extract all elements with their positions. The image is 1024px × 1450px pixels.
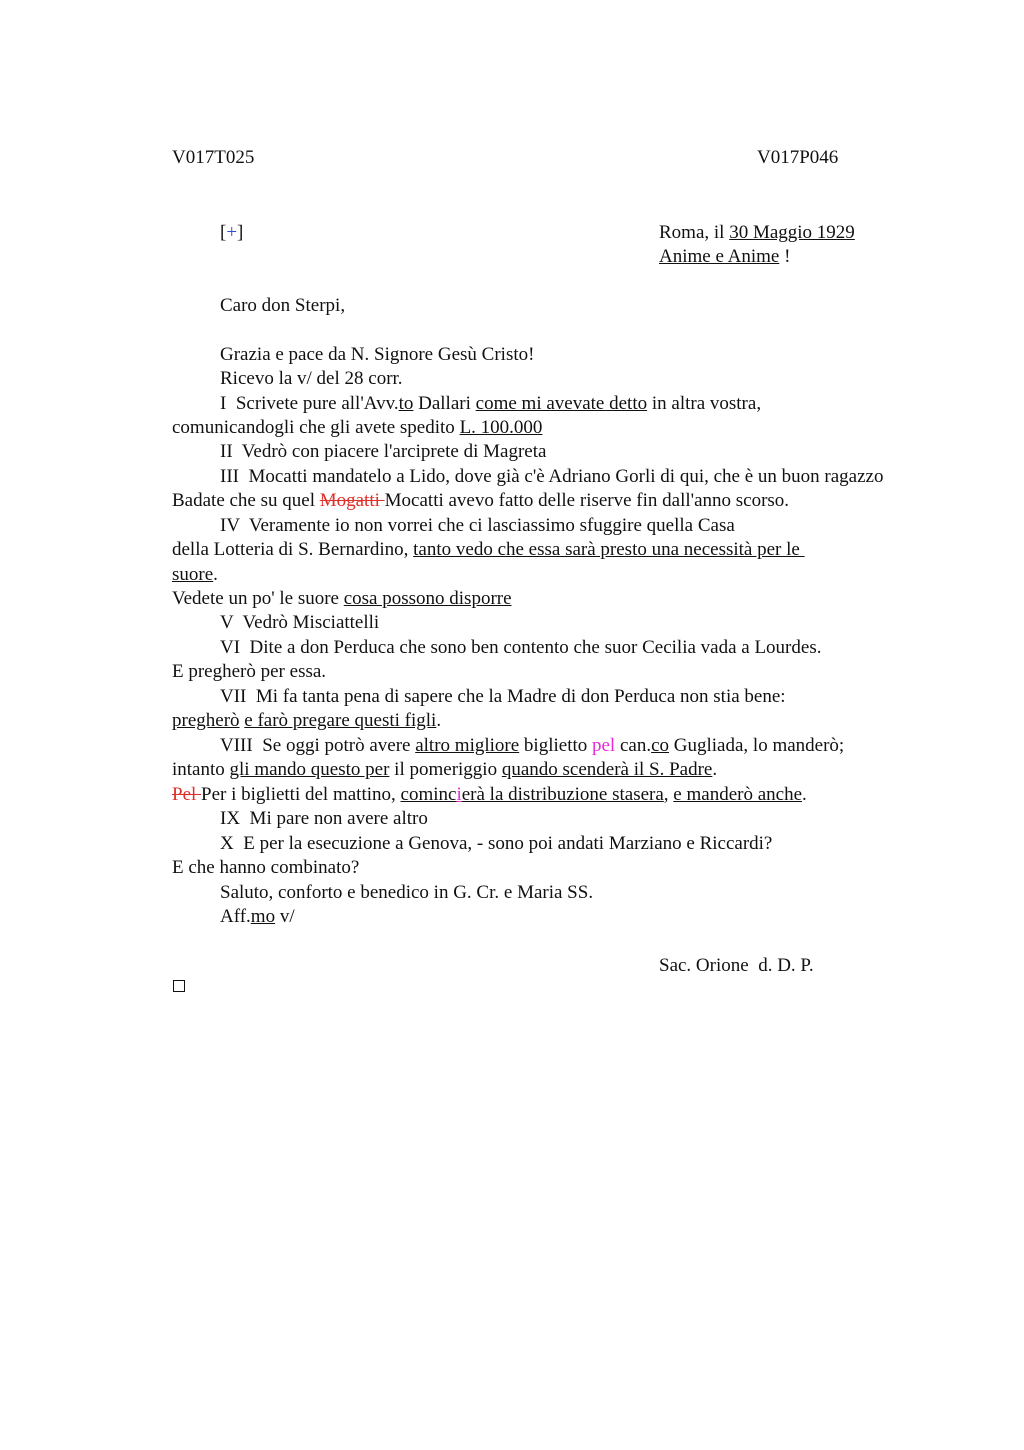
date: 30 Maggio 1929 — [729, 222, 855, 243]
point-8-line-2: intanto gli mando questo per il pomeriggio quando scenderà il S. Padre. — [172, 759, 718, 780]
point-4-line-2: della Lotteria di S. Bernardino, tanto vedo che essa sarà presto una necessità per le — [172, 539, 805, 560]
greeting: Grazia e pace da N. Signore Gesù Cristo! — [220, 344, 535, 365]
point-2: II Vedrò con piacere l'arciprete di Magreta — [220, 441, 547, 462]
point-10-line-2: E che hanno combinato? — [172, 857, 360, 878]
point-4-line-1: IV Veramente io non vorrei che ci lasciassimo sfuggire quella Casa — [220, 515, 735, 536]
deletion: Mogatti — [319, 490, 385, 511]
point-6-line-2: E pregherò per essa. — [172, 661, 327, 682]
point-6-line-1: VI Dite a don Perduca che sono ben contento che suor Cecilia vada a Lourdes. — [220, 637, 822, 658]
point-1-line-2: comunicandogli che gli avete spedito L. 100.000 — [172, 417, 543, 438]
insertion: i — [456, 784, 462, 805]
cross-icon: + — [226, 222, 238, 243]
end-box-icon — [173, 980, 185, 992]
point-7-line-2: pregherò e farò pregare questi figli. — [172, 710, 442, 731]
point-5: V Vedrò Misciattelli — [220, 612, 380, 633]
insertion: pel — [592, 735, 616, 756]
point-4-line-4: Vedete un po' le suore cosa possono disporre — [172, 588, 512, 609]
cross-mark: [+] — [220, 222, 244, 243]
closing: Saluto, conforto e benedico in G. Cr. e Maria SS. — [220, 882, 594, 903]
point-9: IX Mi pare non avere altro — [220, 808, 428, 829]
header-right-code: V017P046 — [757, 147, 839, 168]
salutation: Caro don Sterpi, — [220, 295, 346, 316]
point-4-line-3: suore. — [172, 564, 218, 585]
point-10-line-1: X E per la esecuzione a Genova, - sono poi andati Marziano e Riccardi? — [220, 833, 773, 854]
point-1-line-1: I Scrivete pure all'Avv.to Dallari come mi avevate detto in altra vostra, — [220, 393, 762, 414]
header-left-code: V017T025 — [172, 147, 255, 168]
motto: Anime e Anime ! — [659, 246, 791, 267]
point-3-line-2: Badate che su quel Mogatti Mocatti avevo fatto delle riserve fin dall'anno scorso. — [172, 490, 790, 511]
signature: Sac. Orione d. D. P. — [659, 955, 814, 976]
aff: Aff.mo v/ — [220, 906, 295, 927]
deletion: Pel — [172, 784, 202, 805]
point-3-line-1: III Mocatti mandatelo a Lido, dove già c'è Adriano Gorli di qui, che è un buon ragazzo — [220, 466, 884, 487]
point-8-line-1: VIII Se oggi potrò avere altro migliore biglietto pel can.co Gugliada, lo manderò; — [220, 735, 845, 756]
dateline: Roma, il 30 Maggio 1929 — [659, 222, 855, 243]
point-8-line-3: Pel Per i biglietti del mattino, comincierà la distribuzione stasera, e manderò anche. — [172, 784, 807, 805]
receipt-line: Ricevo la v/ del 28 corr. — [220, 368, 403, 389]
point-7-line-1: VII Mi fa tanta pena di sapere che la Madre di don Perduca non stia bene: — [220, 686, 786, 707]
